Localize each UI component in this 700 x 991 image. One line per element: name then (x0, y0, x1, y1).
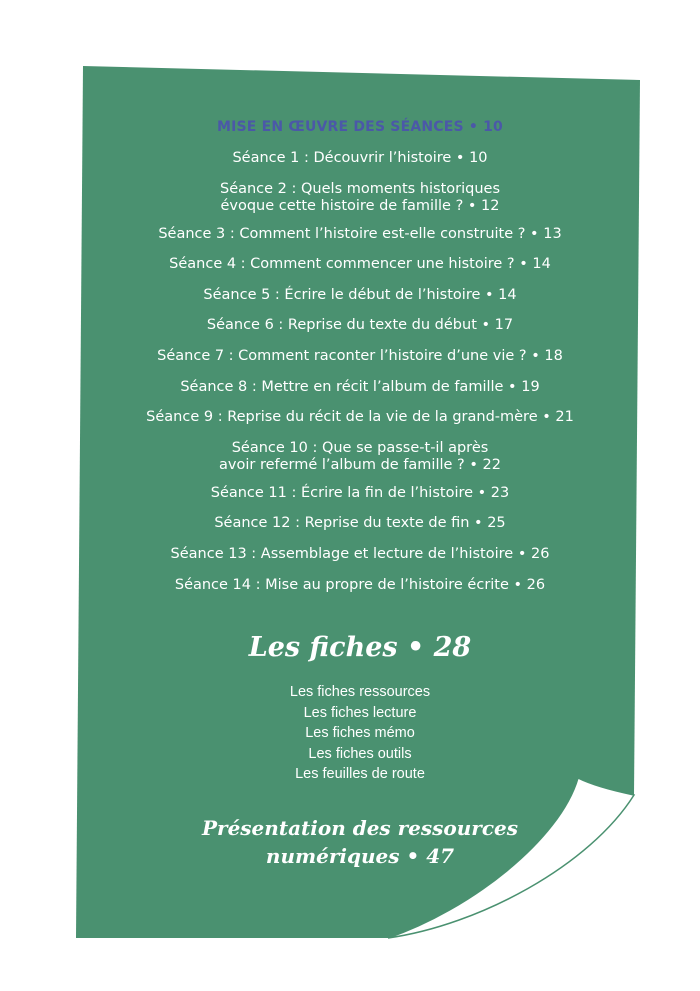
seance-13: Séance 13 : Assemblage et lecture de l’histoire • 26 (170, 545, 550, 562)
seance-12: Séance 12 : Reprise du texte de fin • 25 (214, 515, 506, 532)
fiches-title: Les fiches • 28 (248, 632, 472, 663)
seance-list (80, 150, 640, 607)
fiches-item-memo: Les fiches mémo (305, 725, 415, 742)
seance-14: Séance 14 : Mise au propre de l’histoire écrite • 26 (174, 576, 546, 593)
presentation-line-1: Présentation des ressources (202, 816, 518, 840)
fiches-item-lecture: Les fiches lecture (303, 704, 417, 721)
seance-3: Séance 3 : Comment l’histoire est-elle construite ? • 13 (158, 225, 562, 242)
seance-2: Séance 2 : Quels moments historiques évoque cette histoire de famille ? • 12 (219, 180, 501, 214)
seance-8: Séance 8 : Mettre en récit l’album de famille • 19 (180, 378, 540, 395)
presentation-line-2: numériques • 47 (265, 844, 455, 868)
fiches-item-outils: Les fiches outils (308, 745, 412, 762)
fiches-item-ressources: Les fiches ressources (289, 684, 431, 700)
seance-10: Séance 10 : Que se passe-t-il après avoir refermé l’album de famille ? • 22 (219, 439, 501, 473)
seance-1: Séance 1 : Découvrir l’histoire • 10 (232, 150, 488, 166)
fiches-list (80, 682, 640, 785)
seance-11: Séance 11 : Écrire la fin de l’histoire • 23 (210, 484, 510, 501)
presentation-title (80, 814, 640, 870)
seance-9: Séance 9 : Reprise du récit de la vie de la grand-mère • 21 (146, 409, 574, 426)
seance-5: Séance 5 : Écrire le début de l’histoire • 14 (203, 286, 517, 303)
seance-6: Séance 6 : Reprise du texte du début • 17 (206, 317, 514, 334)
fiches-item-feuilles-de-route: Les feuilles de route (295, 766, 425, 783)
seance-7: Séance 7 : Comment raconter l’histoire d’une vie ? • 18 (157, 347, 563, 364)
seance-4: Séance 4 : Comment commencer une histoire ? • 14 (169, 256, 551, 273)
section-heading: MISE EN ŒUVRE DES SÉANCES • 10 (216, 119, 503, 135)
